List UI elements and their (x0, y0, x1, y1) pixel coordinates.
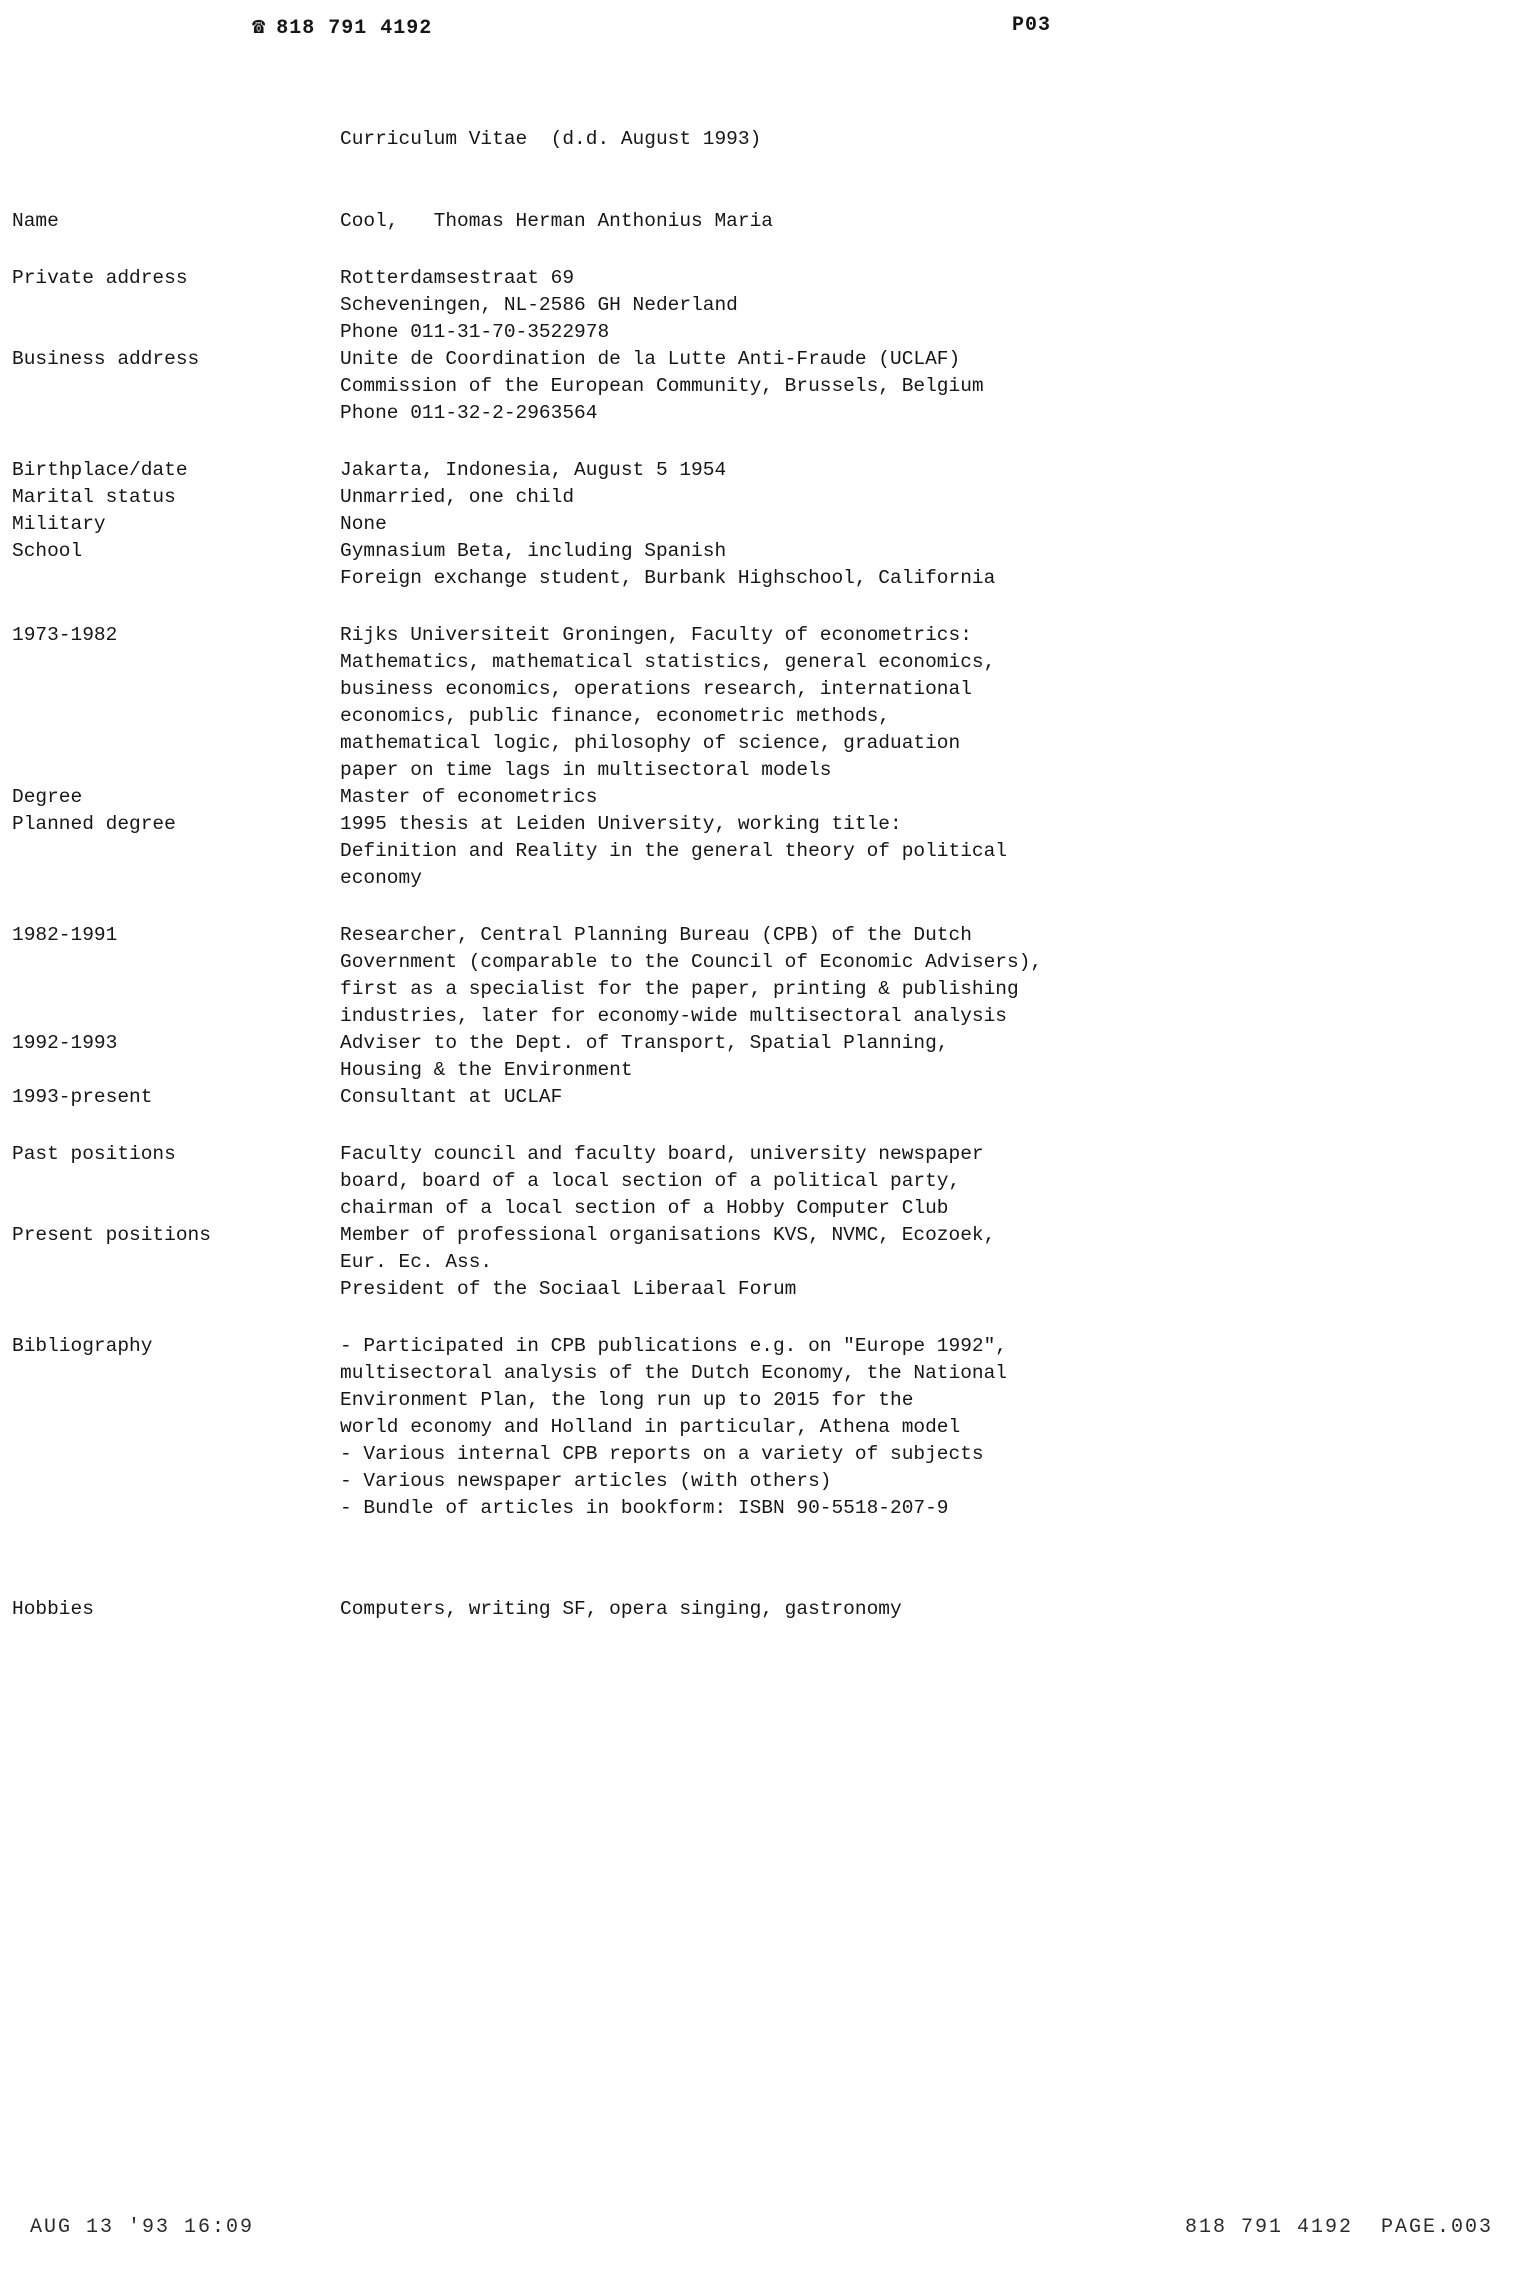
cv-row-line: Faculty council and faculty board, university newspaper (340, 1143, 984, 1165)
cv-row-value (340, 622, 1509, 784)
cv-row-line: Phone 011-31-70-3522978 (340, 321, 610, 343)
cv-row-line: Consultant at UCLAF (340, 1086, 563, 1108)
cv-row-value (340, 1596, 1509, 1623)
cv-row-line: Member of professional organisations KVS, NVMC, Ecozoek, (340, 1224, 996, 1246)
cv-row-line: Master of econometrics (340, 786, 598, 808)
cv-row-line: - Various newspaper articles (with others) (340, 1470, 832, 1492)
cv-row-value (340, 1030, 1509, 1084)
cv-row-label: Birthplace/date (12, 459, 188, 481)
cv-row-value (340, 1141, 1509, 1222)
cv-row (12, 457, 1509, 484)
cv-row (12, 484, 1509, 511)
cv-row (12, 1222, 1509, 1303)
cv-row-line: Gymnasium Beta, including Spanish (340, 540, 727, 562)
cv-row-line: Phone 011-32-2-2963564 (340, 402, 598, 424)
cv-row-value (340, 1084, 1509, 1111)
cv-row-line: industries, later for economy-wide multisectoral analysis (340, 1005, 1008, 1027)
cv-row-line: multisectoral analysis of the Dutch Economy, the National (340, 1362, 1008, 1384)
document-title: Curriculum Vitae (d.d. August 1993) (340, 128, 762, 150)
cv-row-value (340, 538, 1509, 592)
cv-row-line: first as a specialist for the paper, printing & publishing (340, 978, 1019, 1000)
cv-row-label: 1973-1982 (12, 624, 118, 646)
cv-row-label: Past positions (12, 1143, 176, 1165)
fax-footer (30, 2216, 1493, 2239)
cv-row-line: economics, public finance, econometric methods, (340, 705, 890, 727)
cv-row-line: Rotterdamsestraat 69 (340, 267, 575, 289)
cv-row (12, 208, 1509, 235)
cv-row (12, 622, 1509, 784)
cv-row (12, 511, 1509, 538)
cv-row-line: Foreign exchange student, Burbank Highschool, California (340, 567, 996, 589)
cv-row (12, 922, 1509, 1030)
cv-row-line: Computers, writing SF, opera singing, gastronomy (340, 1598, 902, 1620)
fax-header-phone (252, 14, 432, 40)
cv-row (12, 1030, 1509, 1084)
telephone-icon: ☎ (252, 15, 267, 40)
cv-row-line: - Participated in CPB publications e.g. on "Europe 1992", (340, 1335, 1008, 1357)
cv-row-label: 1992-1993 (12, 1032, 118, 1054)
cv-row-line: Housing & the Environment (340, 1059, 633, 1081)
cv-row (12, 1084, 1509, 1111)
cv-row-line: - Bundle of articles in bookform: ISBN 90-5518-207-9 (340, 1497, 949, 1519)
cv-section (12, 1141, 1509, 1303)
fax-footer-station: 818 791 4192 PAGE.003 (1184, 2216, 1493, 2239)
cv-row (12, 1333, 1509, 1522)
cv-row (12, 811, 1509, 892)
cv-row-line: Mathematics, mathematical statistics, general economics, (340, 651, 996, 673)
cv-section (12, 922, 1509, 1111)
fax-header-page-number: P03 (1012, 14, 1052, 37)
cv-row-label: Bibliography (12, 1335, 153, 1357)
cv-row-label: Marital status (12, 486, 176, 508)
cv-row-label: Business address (12, 348, 200, 370)
cv-row-line: economy (340, 867, 422, 889)
cv-row-label: Hobbies (12, 1598, 94, 1620)
cv-row-line: board, board of a local section of a political party, (340, 1170, 961, 1192)
cv-row-label: Private address (12, 267, 188, 289)
cv-row-line: Jakarta, Indonesia, August 5 1954 (340, 459, 727, 481)
cv-row-line: Researcher, Central Planning Bureau (CPB) of the Dutch (340, 924, 972, 946)
cv-row-line: world economy and Holland in particular, Athena model (340, 1416, 961, 1438)
cv-row-line: - Various internal CPB reports on a variety of subjects (340, 1443, 984, 1465)
cv-row-line: Rijks Universiteit Groningen, Faculty of econometrics: (340, 624, 972, 646)
cv-row (12, 1141, 1509, 1222)
cv-row-value (340, 1333, 1509, 1522)
fax-footer-timestamp: AUG 13 '93 16:09 (30, 2216, 255, 2239)
cv-row-label: Military (12, 513, 106, 535)
cv-row-line: Unmarried, one child (340, 486, 575, 508)
cv-row-line: Scheveningen, NL-2586 GH Nederland (340, 294, 738, 316)
cv-row-label: Present positions (12, 1224, 211, 1246)
cv-row-line: Environment Plan, the long run up to 2015 for the (340, 1389, 914, 1411)
cv-row-value (340, 1222, 1509, 1303)
cv-row-label: 1982-1991 (12, 924, 118, 946)
cv-row-line: Eur. Ec. Ass. (340, 1251, 493, 1273)
cv-row-label: Degree (12, 786, 83, 808)
cv-row (12, 784, 1509, 811)
cv-row-line: Definition and Reality in the general theory of political (340, 840, 1008, 862)
cv-row-line: 1995 thesis at Leiden University, working title: (340, 813, 902, 835)
cv-row-line: Unite de Coordination de la Lutte Anti-Fraude (UCLAF) (340, 348, 961, 370)
cv-row-label: Name (12, 210, 59, 232)
cv-row-line: business economics, operations research, international (340, 678, 972, 700)
cv-section (12, 265, 1509, 427)
cv-row-line: Adviser to the Dept. of Transport, Spatial Planning, (340, 1032, 949, 1054)
cv-row-line: Cool, Thomas Herman Anthonius Maria (340, 210, 773, 232)
cv-row-value (340, 811, 1509, 892)
fax-header-phone-number: 818 791 4192 (276, 17, 433, 40)
cv-row-line: Commission of the European Community, Brussels, Belgium (340, 375, 984, 397)
fax-header (12, 14, 1509, 44)
cv-row-label: Planned degree (12, 813, 176, 835)
cv-row-line: President of the Sociaal Liberaal Forum (340, 1278, 797, 1300)
cv-entries (12, 208, 1509, 1623)
cv-section (12, 1333, 1509, 1522)
cv-row-line: mathematical logic, philosophy of science, graduation (340, 732, 961, 754)
cv-row-line: None (340, 513, 387, 535)
cv-row-value (340, 208, 1509, 235)
cv-row-value (340, 484, 1509, 511)
cv-row (12, 1596, 1509, 1623)
cv-row-value (340, 922, 1509, 1030)
cv-row-line: paper on time lags in multisectoral models (340, 759, 832, 781)
cv-row-line: Government (comparable to the Council of Economic Advisers), (340, 951, 1043, 973)
cv-row-value (340, 511, 1509, 538)
cv-row (12, 346, 1509, 427)
cv-row (12, 265, 1509, 346)
cv-row-label: School (12, 540, 83, 562)
cv-row-value (340, 784, 1509, 811)
cv-row-value (340, 265, 1509, 346)
cv-row-value (340, 346, 1509, 427)
cv-row-value (340, 457, 1509, 484)
cv-row (12, 538, 1509, 592)
cv-row-label: 1993-present (12, 1086, 153, 1108)
cv-row-line: chairman of a local section of a Hobby Computer Club (340, 1197, 949, 1219)
cv-section (12, 622, 1509, 892)
cv-section (12, 1596, 1509, 1623)
cv-section (12, 208, 1509, 235)
cv-section (12, 457, 1509, 592)
